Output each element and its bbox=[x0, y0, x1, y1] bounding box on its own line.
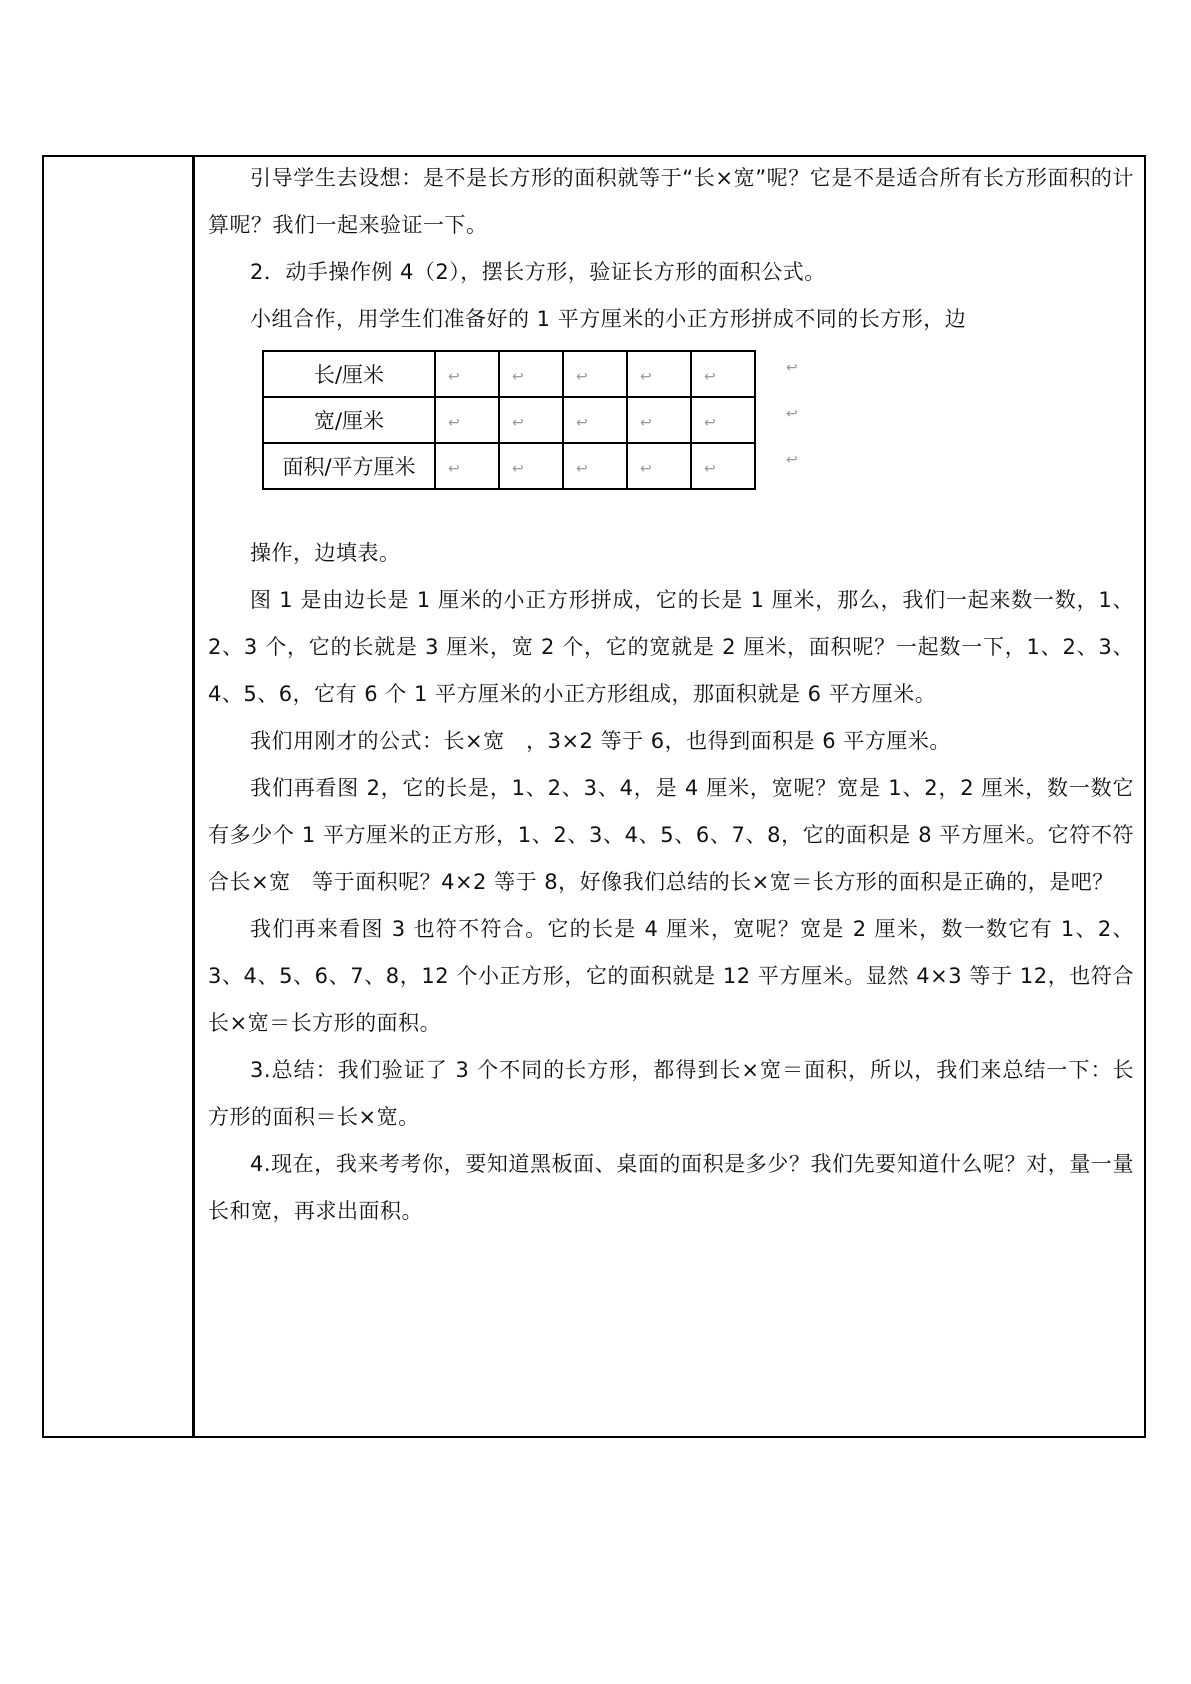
empty-cell[interactable] bbox=[435, 351, 499, 397]
fill-in-table bbox=[262, 350, 756, 490]
row-end-mark-icon: ↩ bbox=[786, 360, 798, 376]
paragraph-mark-icon: ↩ bbox=[704, 461, 716, 477]
empty-cell[interactable] bbox=[499, 397, 563, 443]
paragraph-mark-icon: ↩ bbox=[640, 369, 652, 385]
row-label-area: 面积/平方厘米 bbox=[263, 443, 435, 489]
empty-cell[interactable] bbox=[563, 351, 627, 397]
table-row bbox=[263, 443, 755, 489]
empty-cell[interactable] bbox=[627, 397, 691, 443]
paragraph-mark-icon: ↩ bbox=[512, 415, 524, 431]
empty-cell[interactable] bbox=[691, 443, 755, 489]
empty-cell[interactable] bbox=[627, 443, 691, 489]
table-row bbox=[263, 351, 755, 397]
empty-cell[interactable] bbox=[435, 397, 499, 443]
paragraph-mark-icon: ↩ bbox=[576, 461, 588, 477]
lesson-table bbox=[42, 155, 1146, 1438]
paragraph: 小组合作，用学生们准备好的 1 平方厘米的小正方形拼成不同的长方形，边 bbox=[250, 307, 967, 331]
paragraph-mark-icon: ↩ bbox=[512, 369, 524, 385]
empty-cell[interactable] bbox=[563, 397, 627, 443]
paragraph-mark-icon: ↩ bbox=[640, 415, 652, 431]
row-end-mark-icon: ↩ bbox=[786, 406, 798, 422]
empty-cell[interactable] bbox=[499, 443, 563, 489]
paragraph: 2．动手操作例 4（2），摆长方形，验证长方形的面积公式。 bbox=[250, 260, 826, 284]
paragraph-mark-icon: ↩ bbox=[640, 461, 652, 477]
empty-cell[interactable] bbox=[499, 351, 563, 397]
content-cell bbox=[198, 157, 1144, 1436]
empty-cell[interactable] bbox=[627, 351, 691, 397]
paragraph: 图 1 是由边长是 1 厘米的小正方形拼成，它的长是 1 厘米，那么，我们一起来数一数，1、2、3 个，它的长就是 3 厘米，宽 2 个，它的宽就是 2 厘米，面积呢？一起数一下，1、2、3、4、5、6，它有 6 个 1 平方厘米的小正方形组成，那面积就是 6 平方厘米。 bbox=[208, 588, 1134, 706]
paragraph: 我们用刚才的公式：长×宽 ，3×2 等于 6，也得到面积是 6 平方厘米。 bbox=[250, 729, 951, 753]
row-end-mark-icon: ↩ bbox=[786, 452, 798, 468]
empty-cell[interactable] bbox=[691, 397, 755, 443]
row-label-width: 宽/厘米 bbox=[263, 397, 435, 443]
paragraph-mark-icon: ↩ bbox=[704, 369, 716, 385]
paragraph: 我们再来看图 3 也符不符合。它的长是 4 厘米，宽呢？宽是 2 厘米，数一数它有 1、2、3、4、5、6、7、8，12 个小正方形，它的面积就是 12 平方厘米。显然 4×3 等于 12，也符合长×宽＝长方形的面积。 bbox=[208, 917, 1134, 1035]
paragraph-mark-icon: ↩ bbox=[512, 461, 524, 477]
paragraph-mark-icon: ↩ bbox=[448, 415, 460, 431]
paragraph: 引导学生去设想：是不是长方形的面积就等于“长×宽”呢？它是不是适合所有长方形面积的计算呢？我们一起来验证一下。 bbox=[208, 166, 1134, 237]
empty-cell[interactable] bbox=[435, 443, 499, 489]
paragraph: 4.现在，我来考考你，要知道黑板面、桌面的面积是多少？我们先要知道什么呢？对，量一量长和宽，再求出面积。 bbox=[208, 1152, 1134, 1223]
paragraph-mark-icon: ↩ bbox=[704, 415, 716, 431]
empty-cell[interactable] bbox=[691, 351, 755, 397]
paragraph-mark-icon: ↩ bbox=[448, 461, 460, 477]
table-row bbox=[263, 397, 755, 443]
left-column-cell bbox=[44, 157, 195, 1436]
paragraph-mark-icon: ↩ bbox=[576, 369, 588, 385]
empty-cell[interactable] bbox=[563, 443, 627, 489]
row-label-length: 长/厘米 bbox=[263, 351, 435, 397]
paragraph: 操作，边填表。 bbox=[250, 541, 401, 565]
paragraph: 我们再看图 2，它的长是，1、2、3、4，是 4 厘米，宽呢？宽是 1、2，2 厘米，数一数它有多少个 1 平方厘米的正方形，1、2、3、4、5、6、7、8，它的面积是 8 平方厘米。它符不符合长×宽 等于面积呢？4×2 等于 8，好像我们总结的长×宽＝长方形的面积是正确的，是吧？ bbox=[208, 776, 1134, 894]
paragraph: 3.总结：我们验证了 3 个不同的长方形，都得到长×宽＝面积，所以，我们来总结一下：长方形的面积＝长×宽。 bbox=[208, 1058, 1134, 1129]
paragraph-mark-icon: ↩ bbox=[576, 415, 588, 431]
paragraph-mark-icon: ↩ bbox=[448, 369, 460, 385]
